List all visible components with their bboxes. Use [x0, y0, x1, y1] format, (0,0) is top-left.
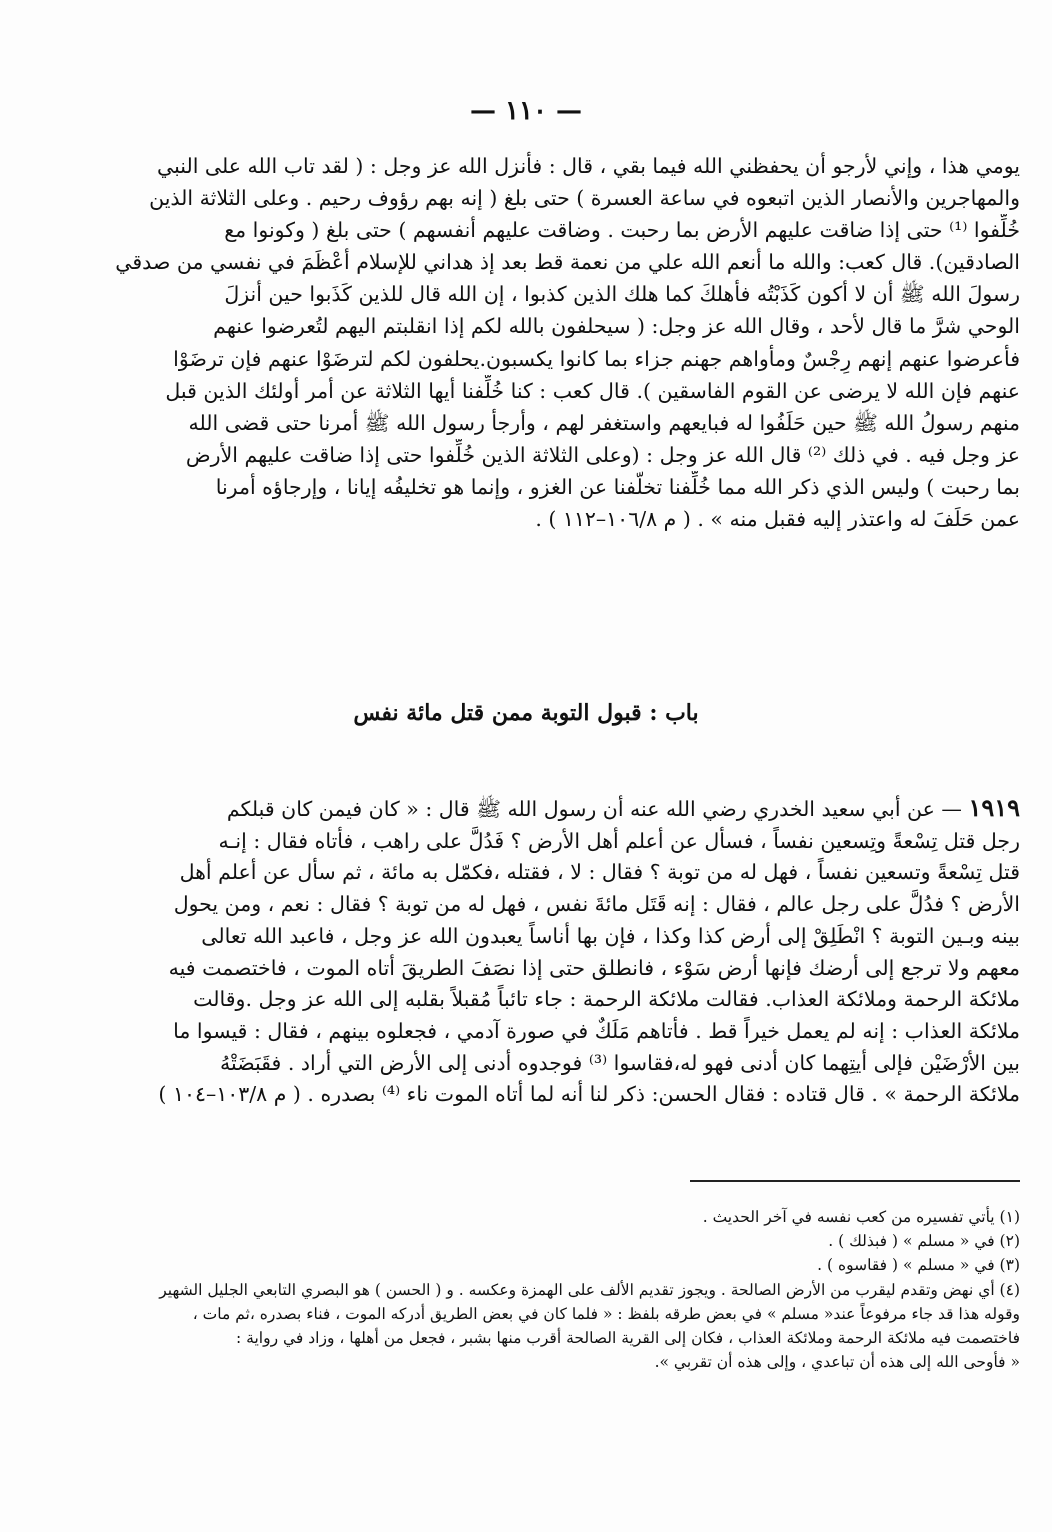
- chapter-heading: باب : قبول التوبة ممن قتل مائة نفس: [353, 700, 699, 726]
- text-line: بينه وبـين التوبة ؟ انْطَلِقْ إلى أرض كذا وكذا ، فإن بها أناساً يعبدون الله عز وجل ، فاعبد الله تعالى: [201, 923, 1020, 948]
- text-line: عمن حَلَفَ له واعتذر إليه فقبل منه » . ( م ١٠٦/٨–١١٢ ) .: [535, 507, 1020, 532]
- text-line: خُلِّفوا ⁽¹⁾ حتى إذا ضاقت عليهم الأرض بما رحبت . وضاقت عليهم أنفسهم ) حتى بلغ ( وكونوا مع: [224, 218, 1020, 243]
- text-line: رجل قتل تِسْعةً وتِسعين نفساً ، فسأل عن أعلم أهل الأرض ؟ فَدُلَّ على راهب ، فأتاه فقال : إنـه: [218, 828, 1020, 853]
- text-line: والمهاجرين والأنصار الذين اتبعوه في ساعة العسرة ) حتى بلغ ( إنه بهم رؤوف رحيم . وعلى الثلاثة الذين: [149, 186, 1020, 211]
- footnote-divider: [690, 1180, 1020, 1182]
- text-line: الأرض ؟ فدُلَّ على رجل عالم ، فقال : إنه قَتَل مائةَ نفس ، فهل له من توبة ؟ فقال : نعم ، ومن يحول: [173, 892, 1020, 917]
- text-line: الصادقين). قال كعب: والله ما أنعم الله علي من نعمة قط بعد إذ هداني للإسلام أعْظَمَ في نفسي من صدقي: [115, 250, 1020, 275]
- page-number: — ١١٠ —: [469, 96, 583, 126]
- footnote-line: (٢) في « مسلم » ( فبذلك ) .: [828, 1232, 1020, 1251]
- text-line: بين الأرْضَيْن فإلى أيتِهما كان أدنى فهو له،فقاسوا ⁽³⁾ فوجدوه أدنى إلى الأرض التي أراد . فقَبَضَتْهُ: [220, 1050, 1020, 1075]
- footnote-line: (٣) في « مسلم » ( فقاسوه ) .: [817, 1256, 1020, 1275]
- hadith-1919-text: [30, 792, 1020, 1111]
- text-line: — عن أبي سعيد الخدري رضي الله عنه أن رسول الله ﷺ قال : « كان فيمن كان قبلكم: [226, 797, 969, 821]
- hadith-number: ١٩١٩: [968, 793, 1020, 822]
- text-line: قتل تِسْعةً وتسعين نفساً ، فهل له من توبة ؟ فقال : لا ، فقتله ،فكمّل به مائة ، ثم سأل عن أعلم أهل: [179, 860, 1020, 885]
- text-line: يومي هذا ، وإني لأرجو أن يحفظني الله فيما بقي ، قال : فأنزل الله عز وجل : ( لقد تاب الله على النبي: [156, 154, 1020, 178]
- footnote-line: « فأوحى الله إلى هذه أن تباعدي ، وإلى هذه أن تقربي ».: [654, 1353, 1020, 1372]
- footnote-line: (١) يأتي تفسيره من كعب نفسه في آخر الحديث .: [702, 1208, 1020, 1226]
- hadith-first-line: [30, 792, 1020, 826]
- text-line: منهم رسولُ الله ﷺ حين حَلَفُوا له فبايعهم واستغفر لهم ، وأرجأ رسول الله ﷺ أمرنا حتى قضى الله: [188, 410, 1020, 435]
- text-line: بما رحبت ) وليس الذي ذكر الله مما خُلِّفنا تخلّفنا عن الغزو ، وإنما هو تخليفُه إيانا ، وإرجاؤه أمرنا: [215, 474, 1020, 499]
- text-line: ملائكة الرحمة » . قال قتاده : فقال الحسن: ذكر لنا أنه لما أتاه الموت ناء ⁽⁴⁾ بصدره . ( م ١٠٣/٨–١٠٤ ): [158, 1082, 1020, 1107]
- footnote-line: (٤) أي نهض وتقدم ليقرب من الأرض الصالحة . ويجوز تقديم الألف على الهمزة وعكسه . و ( الحسن ) هو البصري التابعي الجليل الشهير: [159, 1280, 1020, 1299]
- text-line: ملائكة العذاب : إنه لم يعمل خيراً قط . فأتاهم مَلَكٌ في صورة آدمي ، فجعلوه بينهم ، فقال : قيسوا ما: [173, 1018, 1020, 1043]
- text-line: معهم ولا ترجع إلى أرضك فإنها أرض سَوْء ، فانطلق حتى إذا نصَفَ الطريقَ أتاه الموت ، فاختصمت فيه: [168, 955, 1020, 980]
- hadith-continuation-text: [30, 150, 1020, 535]
- text-line: فأعرضوا عنهم إنهم رِجْسٌ ومأواهم جهنم جزاء بما كانوا يكسبون.يحلفون لكم لترضَوْا عنهم فإن ترضَوْا: [173, 346, 1020, 371]
- footnote-line: وقوله هذا قد جاء مرفوعاً عند« مسلم » في بعض طرقه بلفظ : « فلما كان في بعض الطريق أدركه الموت ، فناء بصدره ،ثم مات ،: [192, 1304, 1020, 1323]
- footnotes: [30, 1205, 1020, 1374]
- text-line: عنهم فإن الله لا يرضى عن القوم الفاسقين ). قال كعب : كنا خُلِّفنا أيها الثلاثة عن أمر أولئك الذين قبل: [165, 378, 1020, 403]
- text-line: عز وجل فيه . في ذلك ⁽²⁾ قال الله عز وجل : (وعلى الثلاثة الذين خُلِّفوا حتى إذا ضاقت عليهم الأرض: [185, 442, 1020, 467]
- text-line: الوحي شرَّ ما قال لأحد ، وقال الله عز وجل: ( سيحلفون بالله لكم إذا انقلبتم اليهم لتُعرضوا عنهم: [213, 314, 1020, 339]
- text-line: ملائكة الرحمة وملائكة العذاب. فقالت ملائكة الرحمة : جاء تائباً مُقبلاً بقلبه إلى الله عز وجل .وقالت: [193, 987, 1020, 1012]
- footnote-line: فاختصمت فيه ملائكة الرحمة وملائكة العذاب ، فكان إلى القرية الصالحة أقرب منها بشبر ، فجعل من أهلها ، وزاد في رواية :: [236, 1329, 1020, 1348]
- text-line: رسولَ الله ﷺ أن لا أكون كَذَبْتُه فأهلكَ كما هلك الذين كذبوا ، إن الله قال للذين كَذَبوا حين أنزلَ: [224, 282, 1020, 307]
